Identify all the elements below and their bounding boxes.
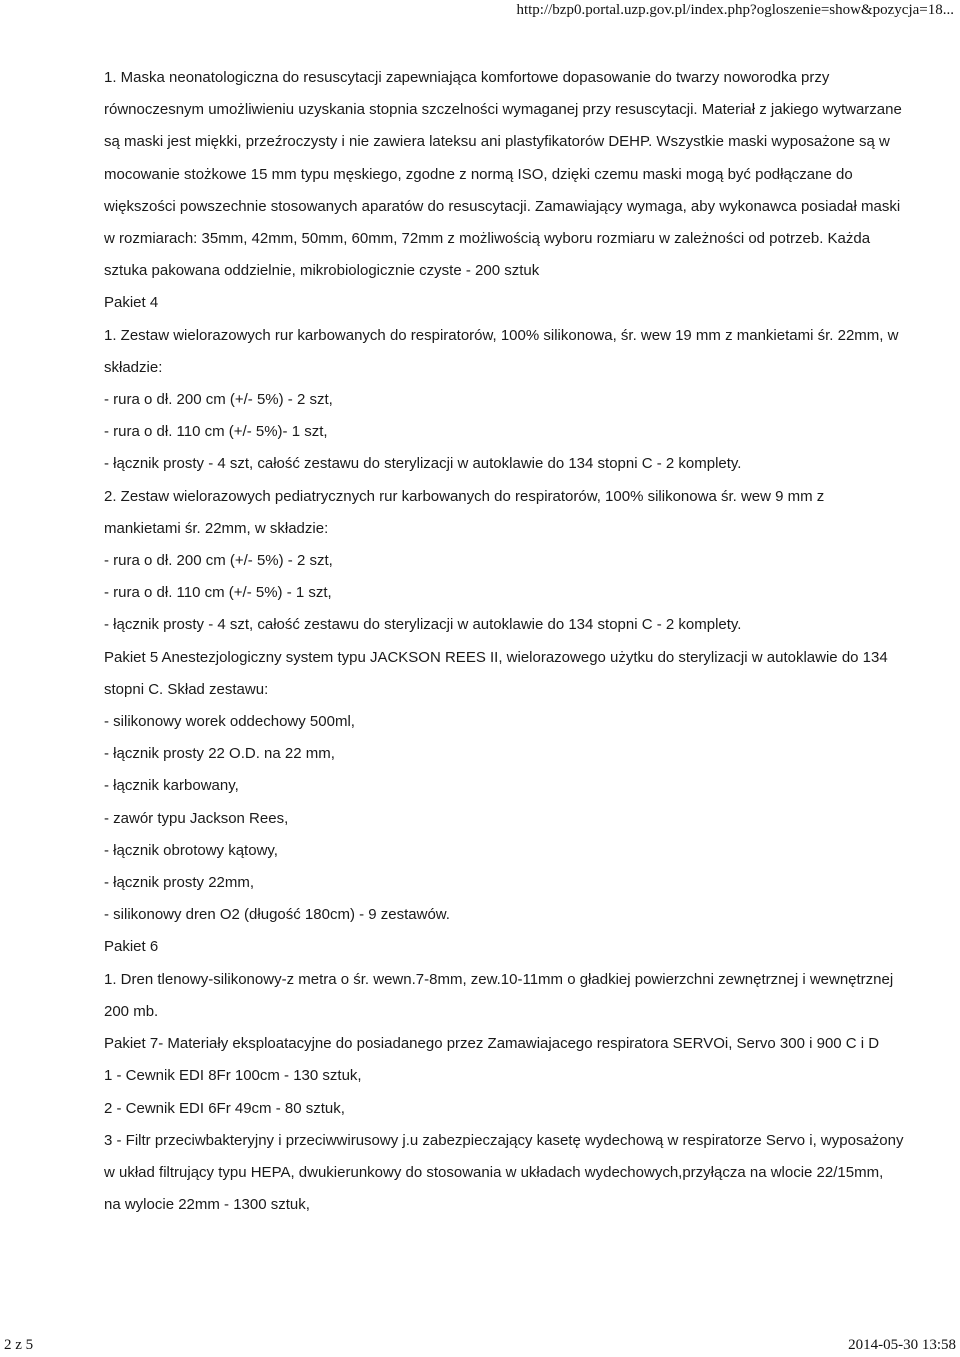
list-item: - łącznik prosty - 4 szt, całość zestawu do sterylizacji w autoklawie do 134 stopni C - 2 komplety.: [104, 616, 742, 634]
page-url-header: http://bzp0.portal.uzp.gov.pl/index.php?ogloszenie=show&pozycja=18...: [516, 2, 954, 18]
list-item: - łącznik obrotowy kątowy,: [104, 841, 278, 859]
list-item: - silikonowy worek oddechowy 500ml,: [104, 713, 355, 731]
document-body: [104, 62, 904, 1221]
paragraph-pakiet-4-heading: Pakiet 4: [104, 294, 159, 312]
list-item: - rura o dł. 110 cm (+/- 5%)- 1 szt,: [104, 423, 328, 441]
paragraph-pakiet-6-item-1: 1. Dren tlenowy-silikonowy-z metra o śr. wewn.7-8mm, zew.10-11mm o gładkiej powierzchni zewnętrznej i wewnętrznej 200 mb.: [104, 970, 894, 1020]
list-item: - łącznik prosty 22mm,: [104, 874, 255, 892]
paragraph-pakiet-6-heading: Pakiet 6: [104, 938, 159, 956]
paragraph-pakiet-5: Pakiet 5 Anestezjologiczny system typu JACKSON REES II, wielorazowego użytku do sterylizacji w autoklawie do 134 stopni C. Skład zestawu:: [104, 648, 888, 698]
list-item: 2 - Cewnik EDI 6Fr 49cm - 80 sztuk,: [104, 1099, 345, 1117]
list-item: - silikonowy dren O2 (długość 180cm) - 9 zestawów.: [104, 906, 450, 924]
list-item: - rura o dł. 110 cm (+/- 5%) - 1 szt,: [104, 584, 332, 602]
paragraph-pakiet-4-item-2: 2. Zestaw wielorazowych pediatrycznych rur karbowanych do respiratorów, 100% silikonowa śr. wew 9 mm z mankietami śr. 22mm, w składzie:: [104, 487, 825, 537]
paragraph-pakiet-4-item-1: 1. Zestaw wielorazowych rur karbowanych do respiratorów, 100% silikonowa, śr. wew 19 mm z mankietami śr. 22mm, w składzie:: [104, 326, 899, 376]
list-item: 1 - Cewnik EDI 8Fr 100cm - 130 sztuk,: [104, 1067, 362, 1085]
list-item: 3 - Filtr przeciwbakteryjny i przeciwwirusowy j.u zabezpieczający kasetę wydechową w respiratorze Servo i, wyposażony w układ filtrujący typu HEPA, dwukierunkowy do stosowania w układach wydechowych,przyłącza na wlocie 22/15mm, na wylocie 22mm - 1300 sztuk,: [104, 1131, 904, 1214]
paragraph-mask-description: 1. Maska neonatologiczna do resuscytacji zapewniająca komfortowe dopasowanie do twarzy noworodka przy równoczesnym umożliwieniu uzyskania stopnia szczelności wymaganej przy resuscytacji. Materiał z jakiego wytwarzane są maski jest miękki, przeźroczysty i nie zawiera lateksu ani plastyfikatorów DEHP. Wszystkie maski wyposażone są w mocowanie stożkowe 15 mm typu męskiego, zgodne z normą ISO, dzięki czemu maski mogą być podłączane do większości powszechnie stosowanych aparatów do resuscytacji. Zamawiający wymaga, aby wykonawca posiadał maski w rozmiarach: 35mm, 42mm, 50mm, 60mm, 72mm z możliwością wyboru rozmiaru w zależności od potrzeb. Każda sztuka pakowana oddzielnie, mikrobiologicznie czyste - 200 sztuk: [104, 69, 902, 280]
list-item: - zawór typu Jackson Rees,: [104, 809, 289, 827]
list-item: - łącznik karbowany,: [104, 777, 239, 795]
paragraph-pakiet-7-heading: Pakiet 7- Materiały eksploatacyjne do posiadanego przez Zamawiajacego respiratora SERVOi, Servo 300 i 900 C i D: [104, 1035, 880, 1053]
list-item: - łącznik prosty 22 O.D. na 22 mm,: [104, 745, 335, 763]
page-number: 2 z 5: [4, 1337, 34, 1353]
list-item: - łącznik prosty - 4 szt, całość zestawu do sterylizacji w autoklawie do 134 stopni C - 2 komplety.: [104, 455, 742, 473]
list-item: - rura o dł. 200 cm (+/- 5%) - 2 szt,: [104, 552, 333, 570]
list-item: - rura o dł. 200 cm (+/- 5%) - 2 szt,: [104, 391, 333, 409]
print-timestamp: 2014-05-30 13:58: [848, 1337, 956, 1353]
